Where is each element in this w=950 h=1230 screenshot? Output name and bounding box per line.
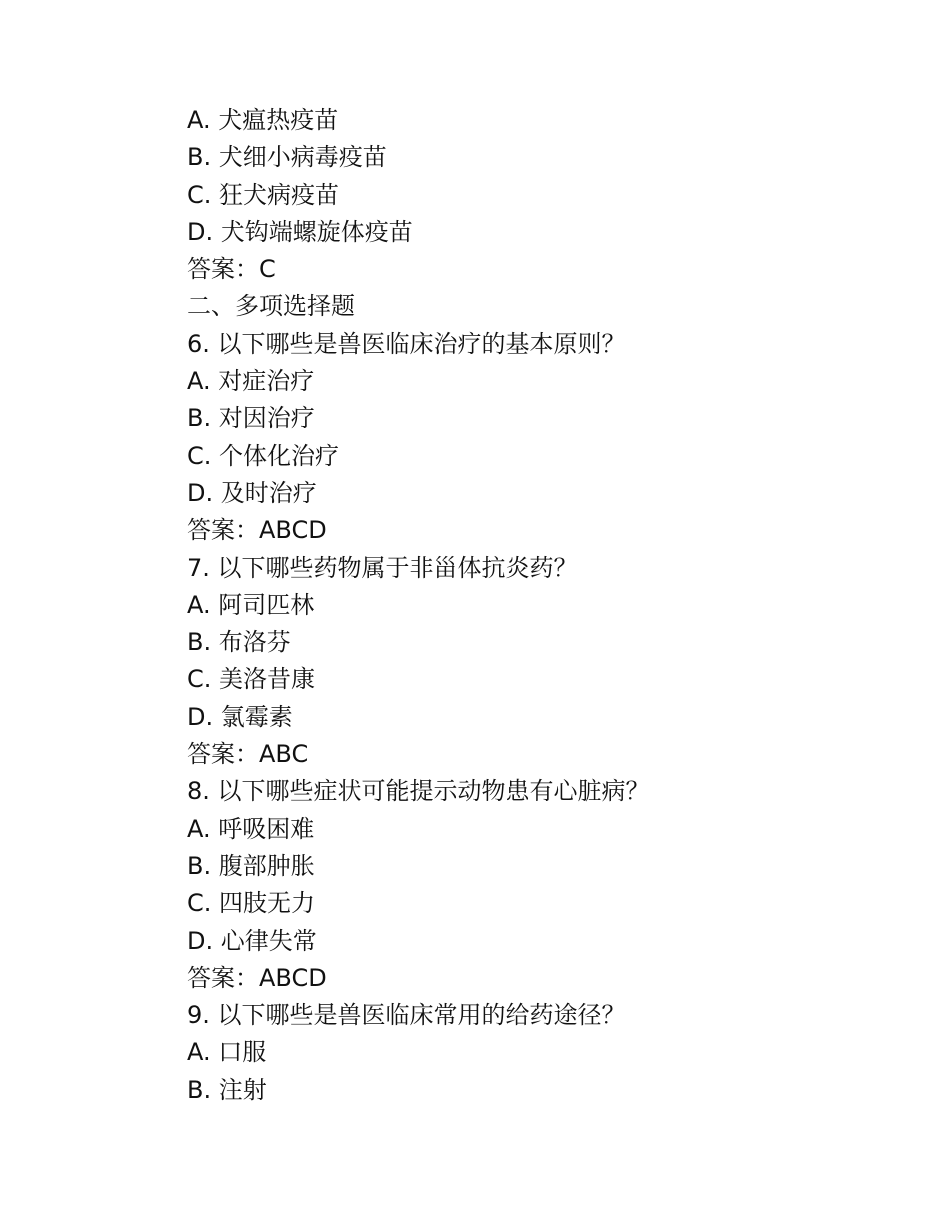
document-body xyxy=(187,102,650,1109)
question-line: 8. 以下哪些症状可能提示动物患有心脏病？ xyxy=(187,777,650,806)
option-line: A. 阿司匹林 xyxy=(187,590,315,619)
question-line: 9. 以下哪些是兽医临床常用的给药途径？ xyxy=(187,1001,626,1030)
option-line: A. 对症治疗 xyxy=(187,367,315,396)
answer-line: 答案：ABC xyxy=(187,740,309,769)
section-heading: 二、多项选择题 xyxy=(187,292,355,321)
option-line: B. 布洛芬 xyxy=(187,628,291,657)
option-line: C. 四肢无力 xyxy=(187,889,316,918)
option-line: C. 个体化治疗 xyxy=(187,441,340,470)
option-line: D. 及时治疗 xyxy=(187,478,317,507)
option-line: C. 美洛昔康 xyxy=(187,665,316,694)
option-line: D. 心律失常 xyxy=(187,926,317,955)
answer-line: 答案：ABCD xyxy=(187,963,327,992)
option-line: C. 狂犬病疫苗 xyxy=(187,180,340,209)
option-line: B. 犬细小病毒疫苗 xyxy=(187,143,387,172)
answer-line: 答案：ABCD xyxy=(187,516,327,545)
answer-line: 答案：C xyxy=(187,255,276,284)
option-line: A. 口服 xyxy=(187,1038,267,1067)
option-line: B. 注射 xyxy=(187,1075,267,1104)
option-line: D. 氯霉素 xyxy=(187,702,293,731)
option-line: A. 犬瘟热疫苗 xyxy=(187,106,339,134)
option-line: A. 呼吸困难 xyxy=(187,814,315,843)
question-line: 7. 以下哪些药物属于非甾体抗炎药？ xyxy=(187,553,578,582)
option-line: B. 腹部肿胀 xyxy=(187,851,315,880)
question-line: 6. 以下哪些是兽医临床治疗的基本原则？ xyxy=(187,329,626,358)
option-line: D. 犬钩端螺旋体疫苗 xyxy=(187,217,413,246)
option-line: B. 对因治疗 xyxy=(187,404,315,433)
